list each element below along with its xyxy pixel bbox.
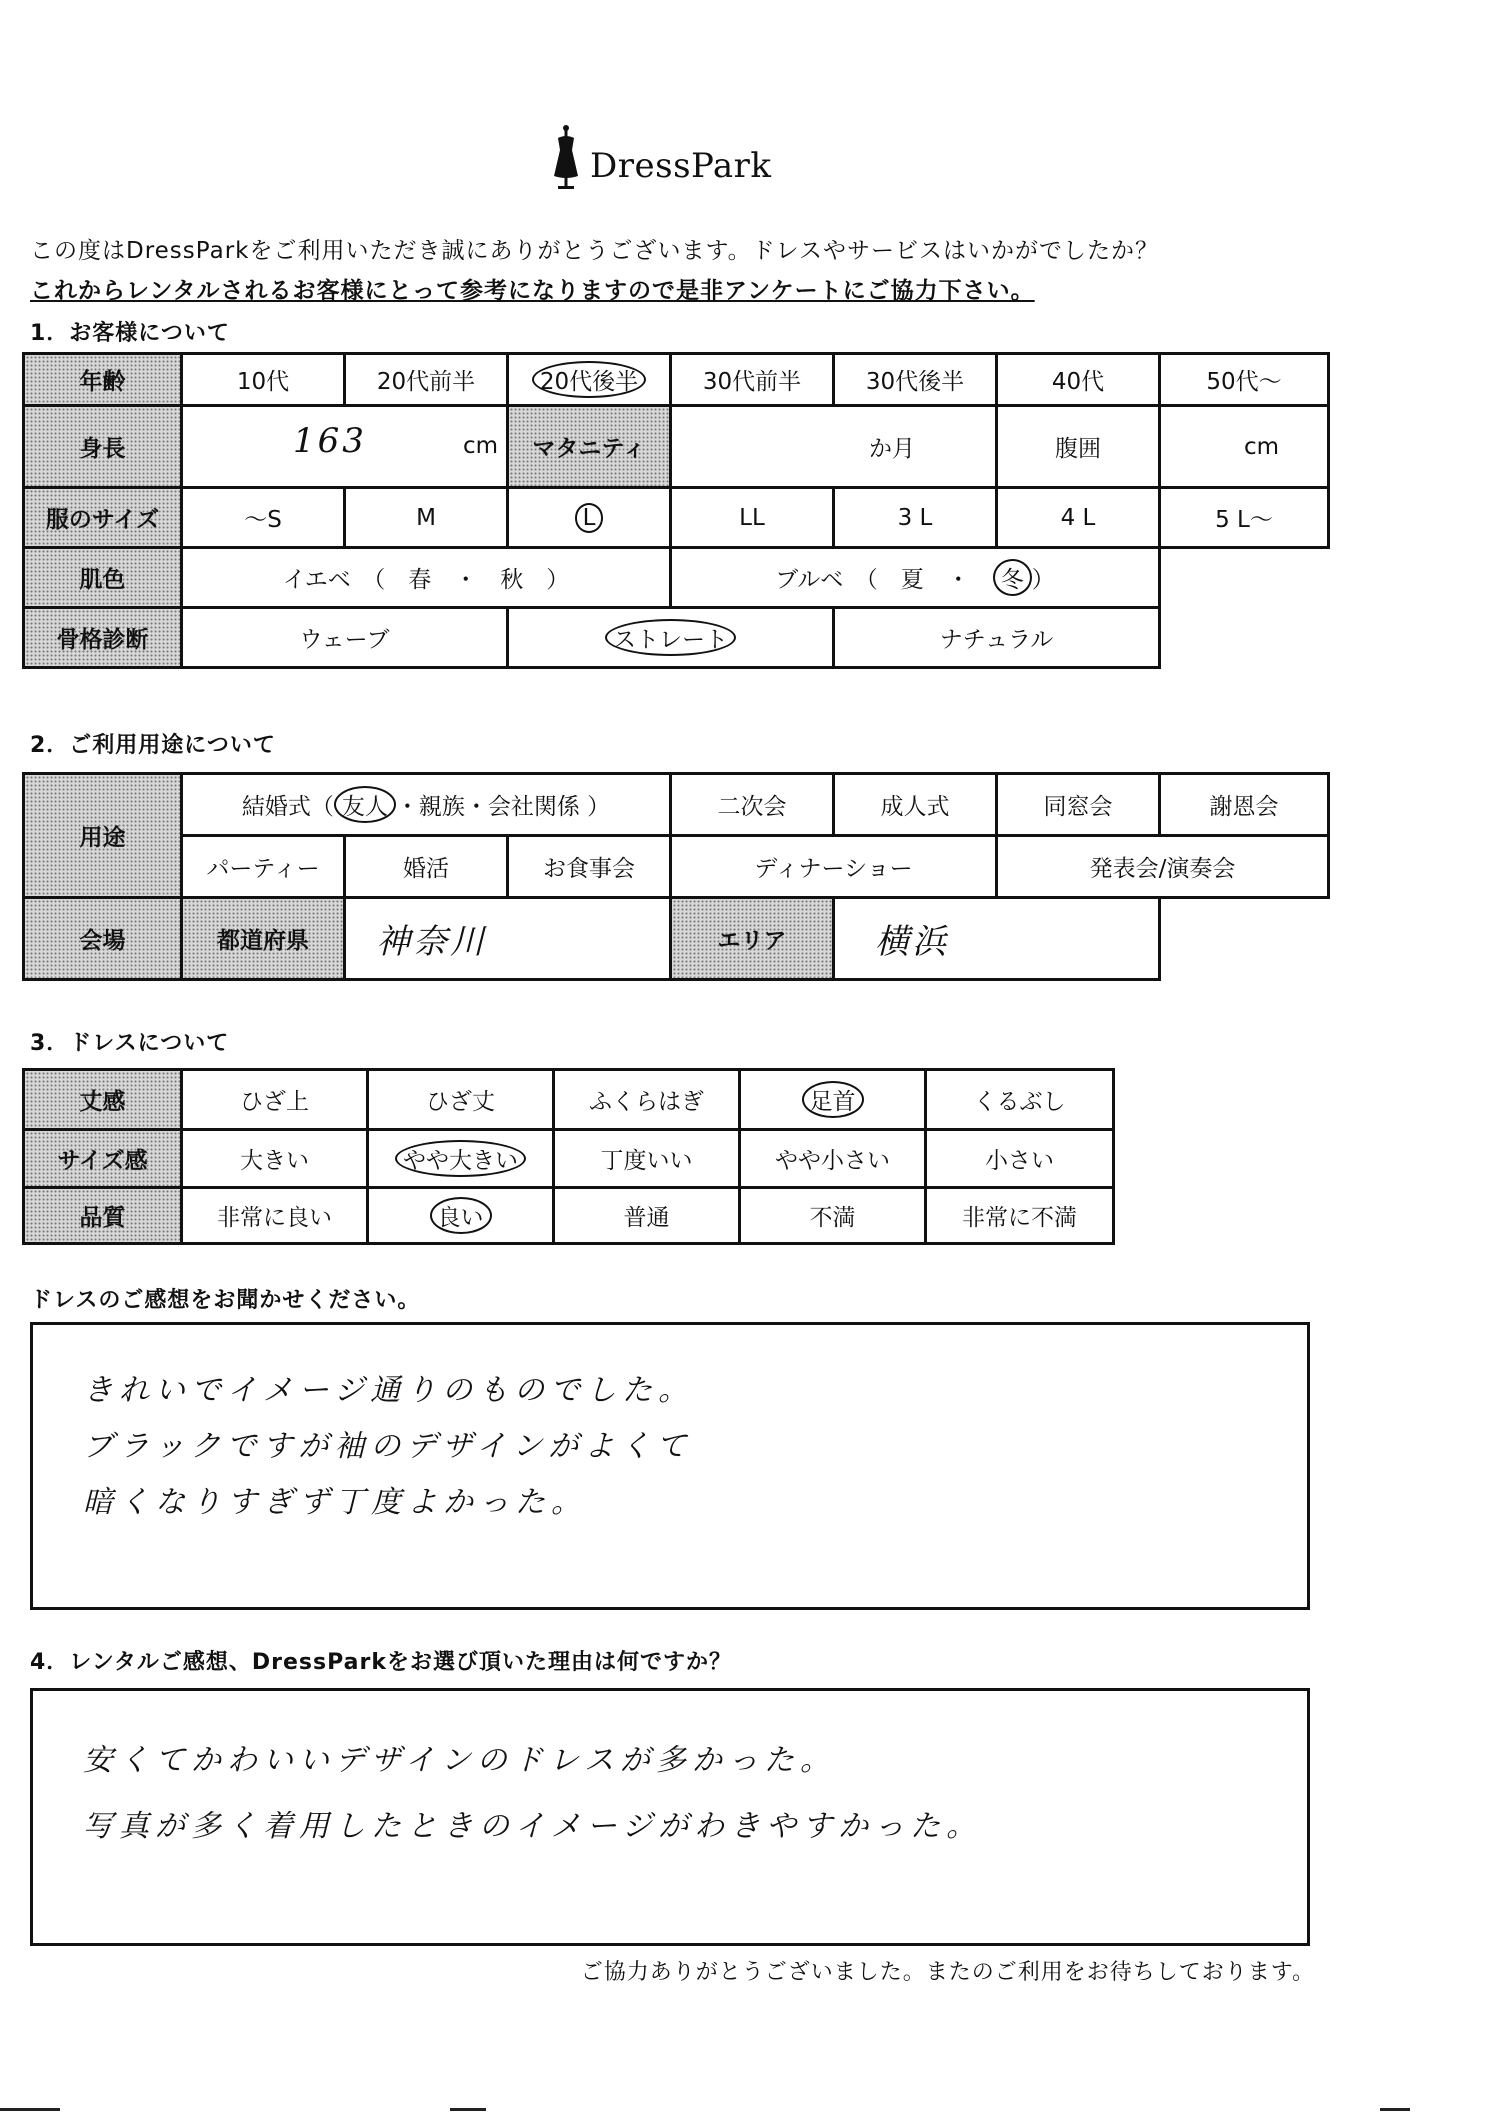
height-value: 163 bbox=[293, 421, 367, 461]
usage-option[interactable]: 二次会 bbox=[671, 774, 834, 836]
usage-row-2 bbox=[24, 836, 1329, 898]
waist-field[interactable] bbox=[1160, 406, 1329, 488]
maternity-label: マタニティ bbox=[508, 406, 671, 488]
thanks-message: ご協力ありがとうございました。またのご利用をお待ちしております。 bbox=[580, 1960, 1315, 1985]
dress-form-icon bbox=[548, 124, 584, 190]
scan-edge-mark bbox=[450, 2108, 486, 2111]
months-unit: か月 bbox=[869, 436, 915, 462]
dresspark-logo bbox=[548, 122, 788, 192]
section-2-title: 2．ご利用用途について bbox=[30, 733, 276, 758]
area-field[interactable] bbox=[834, 898, 1160, 980]
length-row bbox=[24, 1070, 1114, 1130]
dress-comment-line: きれいでイメージ通りのものでした。 bbox=[83, 1373, 695, 1408]
quality-row bbox=[24, 1188, 1114, 1244]
scan-edge-mark bbox=[0, 2108, 60, 2111]
intro-line-1: この度はDressParkをご利用いただき誠にありがとうございます。ドレスやサービスはいかがでしたか？ bbox=[30, 238, 1159, 264]
length-option[interactable]: ひざ丈 bbox=[368, 1070, 554, 1130]
height-unit: cm bbox=[462, 433, 498, 459]
size-option[interactable]: LL bbox=[671, 488, 834, 548]
fit-option[interactable]: 小さい bbox=[926, 1130, 1114, 1188]
dress-comment-box[interactable] bbox=[30, 1322, 1310, 1610]
usage-row-1 bbox=[24, 774, 1329, 836]
customer-info-table bbox=[22, 352, 1330, 669]
waist-label: 腹囲 bbox=[997, 406, 1160, 488]
age-option[interactable]: 50代～ bbox=[1160, 354, 1329, 406]
skin-blue-prefix: ブルベ （ 夏 ・ bbox=[775, 567, 993, 593]
empty-cell bbox=[1160, 898, 1329, 980]
usage-table bbox=[22, 772, 1330, 981]
dress-comment-line: ブラックですが袖のデザインがよくて bbox=[83, 1429, 693, 1464]
venue-label: 会場 bbox=[24, 898, 182, 980]
empty-cell bbox=[1160, 608, 1329, 668]
age-selected-value: 20代後半 bbox=[532, 361, 646, 398]
prefecture-field[interactable] bbox=[345, 898, 671, 980]
length-option-selected[interactable] bbox=[740, 1070, 926, 1130]
height-row bbox=[24, 406, 1329, 488]
age-label: 年齢 bbox=[24, 354, 182, 406]
size-option[interactable]: 5 L～ bbox=[1160, 488, 1329, 548]
size-option[interactable]: 3 L bbox=[834, 488, 997, 548]
scan-edge-mark bbox=[1380, 2108, 1410, 2111]
intro-line-2: これからレンタルされるお客様にとって参考になりますので是非アンケートにご協力下さい。 bbox=[30, 278, 1035, 304]
waist-unit: cm bbox=[1243, 433, 1279, 460]
skin-blue-selected: 冬 bbox=[993, 559, 1032, 596]
dress-comment-prompt: ドレスのご感想をお聞かせください。 bbox=[30, 1288, 421, 1313]
length-option[interactable]: ふくらはぎ bbox=[554, 1070, 740, 1130]
quality-option[interactable]: 非常に良い bbox=[182, 1188, 368, 1244]
usage-wedding-option[interactable] bbox=[182, 774, 671, 836]
usage-option[interactable]: 同窓会 bbox=[997, 774, 1160, 836]
frame-row bbox=[24, 608, 1329, 668]
quality-option-selected[interactable] bbox=[368, 1188, 554, 1244]
length-option[interactable]: ひざ上 bbox=[182, 1070, 368, 1130]
quality-option[interactable]: 非常に不満 bbox=[926, 1188, 1114, 1244]
quality-selected-value: 良い bbox=[430, 1197, 492, 1234]
size-option[interactable]: M bbox=[345, 488, 508, 548]
usage-label: 用途 bbox=[24, 774, 182, 898]
usage-option[interactable]: 謝恩会 bbox=[1160, 774, 1329, 836]
fit-option[interactable]: 丁度いい bbox=[554, 1130, 740, 1188]
length-option[interactable]: くるぶし bbox=[926, 1070, 1114, 1130]
usage-option[interactable]: 成人式 bbox=[834, 774, 997, 836]
empty-cell bbox=[1160, 548, 1329, 608]
fit-selected-value: やや大きい bbox=[395, 1140, 526, 1177]
wedding-prefix: 結婚式（ bbox=[241, 794, 334, 820]
age-option[interactable]: 20代前半 bbox=[345, 354, 508, 406]
height-label: 身長 bbox=[24, 406, 182, 488]
dress-table bbox=[22, 1068, 1115, 1245]
prefecture-value: 神奈川 bbox=[376, 922, 487, 962]
area-value: 横浜 bbox=[875, 922, 950, 962]
frame-option-selected[interactable] bbox=[508, 608, 834, 668]
frame-option[interactable]: ナチュラル bbox=[834, 608, 1160, 668]
age-option[interactable]: 30代前半 bbox=[671, 354, 834, 406]
reason-comment-box[interactable] bbox=[30, 1688, 1310, 1946]
section-1-title: 1．お客様について bbox=[30, 321, 230, 346]
skin-blue-suffix: ） bbox=[1031, 567, 1055, 593]
size-selected-value: L bbox=[575, 503, 604, 533]
section-3-title: 3．ドレスについて bbox=[30, 1031, 230, 1056]
frame-option[interactable]: ウェーブ bbox=[182, 608, 508, 668]
fit-row bbox=[24, 1130, 1114, 1188]
quality-option[interactable]: 不満 bbox=[740, 1188, 926, 1244]
skin-yellow-option[interactable]: イエベ （ 春 ・ 秋 ） bbox=[182, 548, 671, 608]
frame-selected-value: ストレート bbox=[605, 619, 736, 656]
usage-option[interactable]: パーティー bbox=[182, 836, 345, 898]
size-option-selected[interactable] bbox=[508, 488, 671, 548]
length-selected-value: 足首 bbox=[802, 1081, 864, 1118]
size-option[interactable]: ～S bbox=[182, 488, 345, 548]
age-option[interactable]: 10代 bbox=[182, 354, 345, 406]
section-4-title: 4．レンタルご感想、DressParkをお選び頂いた理由は何ですか？ bbox=[30, 1650, 732, 1675]
maternity-months-field[interactable] bbox=[671, 406, 997, 488]
fit-option[interactable]: 大きい bbox=[182, 1130, 368, 1188]
fit-option[interactable]: やや小さい bbox=[740, 1130, 926, 1188]
age-option-selected[interactable] bbox=[508, 354, 671, 406]
length-label: 丈感 bbox=[24, 1070, 182, 1130]
height-field[interactable] bbox=[182, 406, 508, 488]
size-label: 服のサイズ bbox=[24, 488, 182, 548]
usage-option[interactable]: お食事会 bbox=[508, 836, 671, 898]
wedding-suffix: ・親族・会社関係 ） bbox=[395, 794, 611, 820]
prefecture-label: 都道府県 bbox=[182, 898, 345, 980]
skin-blue-option[interactable] bbox=[671, 548, 1160, 608]
quality-label: 品質 bbox=[24, 1188, 182, 1244]
reason-comment-line: 写真が多く着用したときのイメージがわきやすかった。 bbox=[83, 1809, 983, 1844]
age-option[interactable]: 30代後半 bbox=[834, 354, 997, 406]
size-option[interactable]: 4 L bbox=[997, 488, 1160, 548]
fit-option-selected[interactable] bbox=[368, 1130, 554, 1188]
reason-comment-line: 安くてかわいいデザインのドレスが多かった。 bbox=[83, 1743, 836, 1778]
usage-option[interactable]: ディナーショー bbox=[671, 836, 997, 898]
usage-option[interactable]: 発表会/演奏会 bbox=[997, 836, 1329, 898]
dress-comment-line: 暗くなりすぎず丁度よかった。 bbox=[83, 1485, 587, 1520]
usage-option[interactable]: 婚活 bbox=[345, 836, 508, 898]
size-row bbox=[24, 488, 1329, 548]
wedding-selected: 友人 bbox=[334, 786, 396, 823]
quality-option[interactable]: 普通 bbox=[554, 1188, 740, 1244]
age-row bbox=[24, 354, 1329, 406]
age-option[interactable]: 40代 bbox=[997, 354, 1160, 406]
skin-label: 肌色 bbox=[24, 548, 182, 608]
skin-row bbox=[24, 548, 1329, 608]
area-label: エリア bbox=[671, 898, 834, 980]
fit-label: サイズ感 bbox=[24, 1130, 182, 1188]
frame-label: 骨格診断 bbox=[24, 608, 182, 668]
venue-row bbox=[24, 898, 1329, 980]
logo-text: DressPark bbox=[590, 146, 772, 186]
